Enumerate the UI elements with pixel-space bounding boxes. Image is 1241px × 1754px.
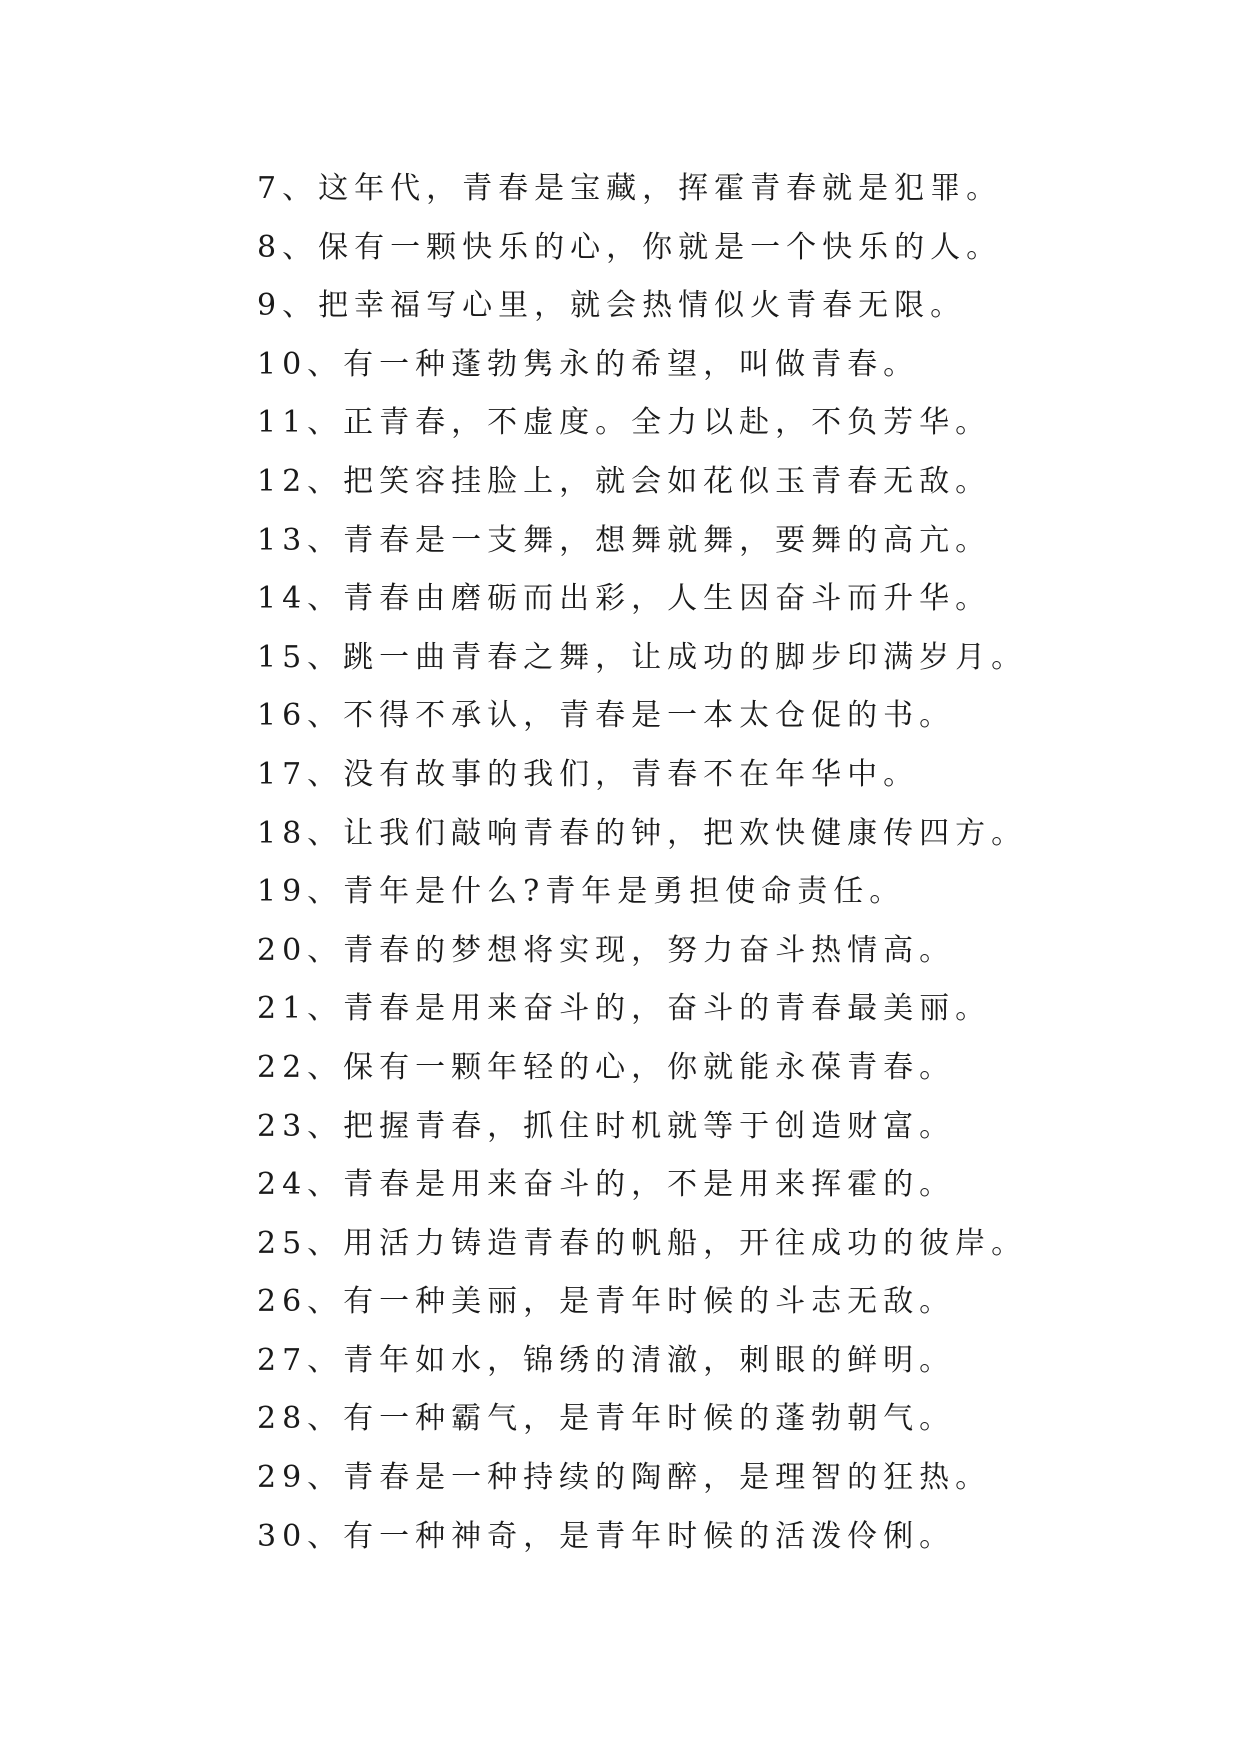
list-item: 19、青年是什么?青年是勇担使命责任。 xyxy=(257,874,906,910)
quote-list xyxy=(257,160,1157,1566)
list-item: 30、有一种神奇，是青年时候的活泼伶俐。 xyxy=(257,1518,956,1554)
list-item: 14、青春由磨砺而出彩，人生因奋斗而升华。 xyxy=(257,581,992,617)
list-item: 28、有一种霸气，是青年时候的蓬勃朝气。 xyxy=(257,1401,956,1437)
list-item: 26、有一种美丽，是青年时候的斗志无敌。 xyxy=(257,1284,956,1320)
list-item: 23、把握青春，抓住时机就等于创造财富。 xyxy=(257,1108,956,1144)
list-item: 25、用活力铸造青春的帆船，开往成功的彼岸。 xyxy=(257,1225,1028,1261)
list-item: 8、保有一颗快乐的心，你就是一个快乐的人。 xyxy=(257,229,1003,265)
list-item: 22、保有一颗年轻的心，你就能永葆青春。 xyxy=(257,1049,956,1085)
list-item: 27、青年如水，锦绣的清澈，刺眼的鲜明。 xyxy=(257,1342,956,1378)
list-item: 12、把笑容挂脸上，就会如花似玉青春无敌。 xyxy=(257,463,992,499)
list-item: 9、把幸福写心里，就会热情似火青春无限。 xyxy=(257,288,967,324)
list-item: 21、青春是用来奋斗的，奋斗的青春最美丽。 xyxy=(257,991,992,1027)
list-item: 15、跳一曲青春之舞，让成功的脚步印满岁月。 xyxy=(257,639,1028,675)
list-item: 13、青春是一支舞，想舞就舞，要舞的高亢。 xyxy=(257,522,992,558)
list-item: 20、青春的梦想将实现，努力奋斗热情高。 xyxy=(257,932,956,968)
list-item: 29、青春是一种持续的陶醉，是理智的狂热。 xyxy=(257,1460,992,1496)
list-item: 17、没有故事的我们，青春不在年华中。 xyxy=(257,756,920,792)
list-item: 16、不得不承认，青春是一本太仓促的书。 xyxy=(257,698,956,734)
list-item: 24、青春是用来奋斗的，不是用来挥霍的。 xyxy=(257,1167,956,1203)
list-item: 7、这年代，青春是宝藏，挥霍青春就是犯罪。 xyxy=(257,171,1003,206)
list-item: 18、让我们敲响青春的钟，把欢快健康传四方。 xyxy=(257,815,1028,851)
list-item: 10、有一种蓬勃隽永的希望，叫做青春。 xyxy=(257,346,920,382)
list-item: 11、正青春，不虚度。全力以赴，不负芳华。 xyxy=(257,405,992,441)
